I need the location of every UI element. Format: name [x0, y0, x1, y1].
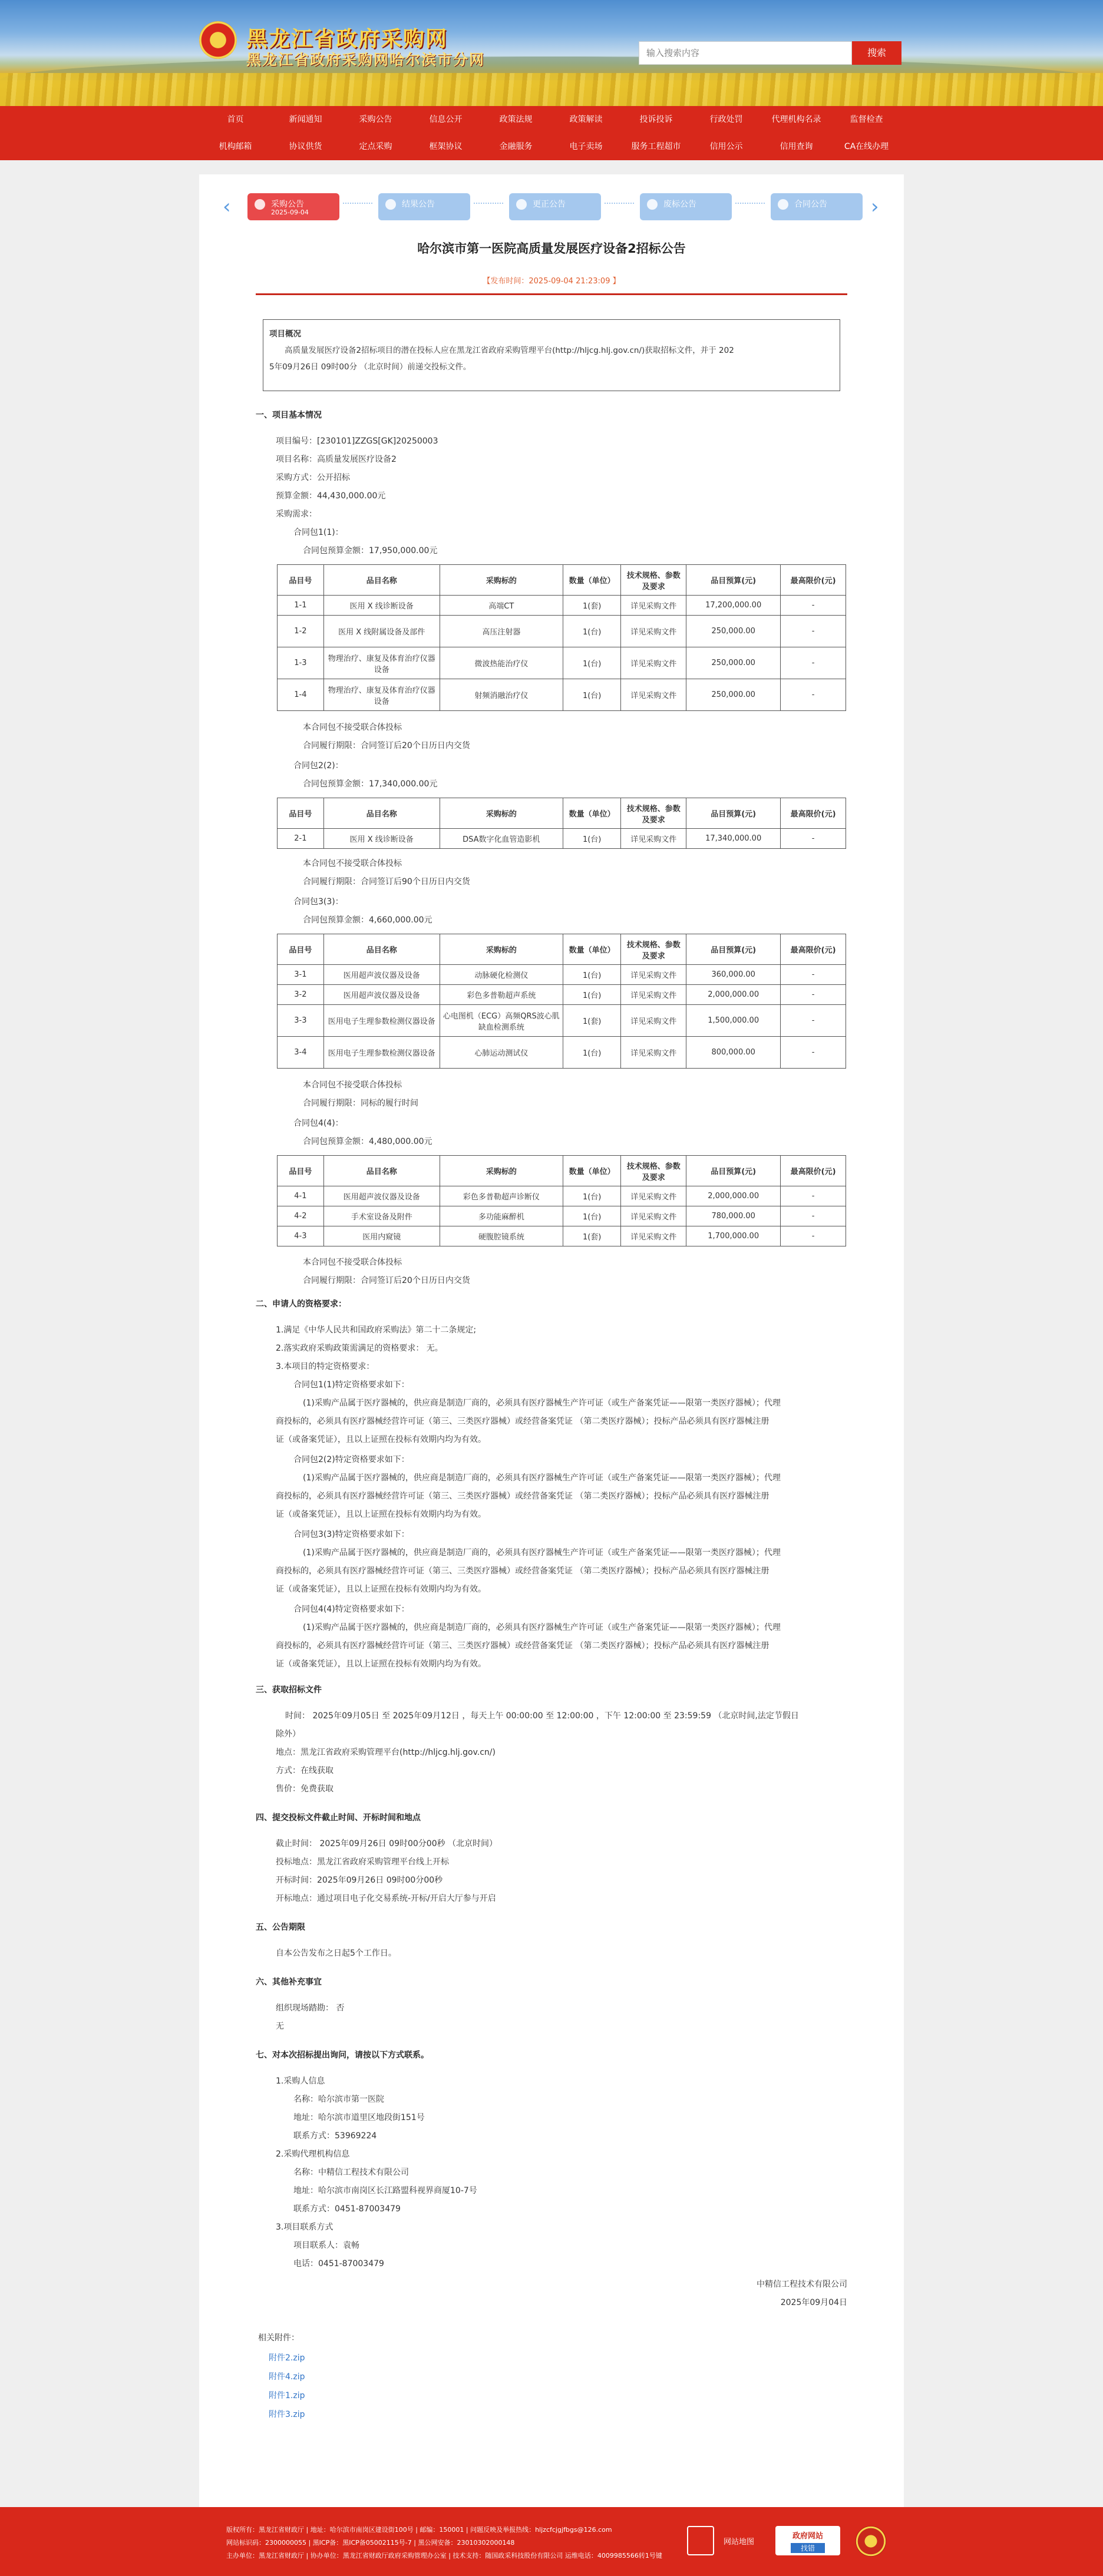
- get-docs-line: 地点：黑龙江省政府采购管理平台(http://hljcg.hlj.gov.cn/): [276, 1748, 496, 1757]
- national-emblem-icon: [199, 21, 237, 59]
- table-cell: 详见采购文件: [621, 1226, 686, 1246]
- table-cell: 详见采购文件: [621, 965, 686, 985]
- table-cell: 医用超声波仪器及设备: [323, 985, 440, 1005]
- overview-text-2: 5年09月26日 09时00分 （北京时间）前递交投标文件。: [269, 362, 471, 372]
- site-map-icon[interactable]: [687, 2526, 714, 2555]
- get-docs-time: 除外）: [276, 1730, 300, 1739]
- nav-item[interactable]: 信用查询: [780, 142, 813, 151]
- qualification-line: 1.满足《中华人民共和国政府采购法》第二十二条规定;: [276, 1325, 477, 1335]
- table-cell: 250,000.00: [686, 679, 781, 711]
- table-row: [278, 1206, 846, 1226]
- table-cell: 1(台): [563, 965, 620, 985]
- table-cell: 780,000.00: [686, 1206, 781, 1226]
- table-cell: 1-1: [278, 596, 324, 616]
- footer-registration: 网站标识码：2300000055 | 黑ICP备：黑ICP备05002115号-7 | 黑公网安备：23010302000148: [226, 2539, 515, 2547]
- contact-line: 名称：哈尔滨市第一医院: [293, 2095, 384, 2104]
- table-cell: -: [781, 829, 846, 849]
- contact-line: 联系方式：0451-87003479: [293, 2204, 401, 2214]
- qual-text: (1)采购产品属于医疗器械的，供应商是制造厂商的，必须具有医疗器械生产许可证（或生产备案凭证——限第一类医疗器械）；代理: [303, 1548, 781, 1557]
- table-header-cell: 品目预算(元): [686, 934, 781, 965]
- search-input[interactable]: [639, 41, 852, 65]
- table-header-cell: 品目号: [278, 934, 324, 965]
- notice-icon: [647, 199, 658, 210]
- get-docs-time: 时间： 2025年09月05日 至 2025年09月12日 ，每天上午 00:00:00 至 12:00:00 ，下午 12:00:00 至 23:59:59 （北京时间,法定节假日: [285, 1711, 799, 1721]
- table-header-cell: 品目名称: [323, 1156, 440, 1186]
- overview-title: 项目概况: [269, 329, 301, 339]
- table-cell: -: [781, 596, 846, 616]
- package-name: 合同包2(2)：: [293, 761, 344, 771]
- qual-text: 证（或备案凭证），且以上证照在投标有效期内均为有效。: [276, 1510, 486, 1519]
- qual-text: 证（或备案凭证），且以上证照在投标有效期内均为有效。: [276, 1585, 486, 1594]
- attachment-link[interactable]: 附件4.zip: [269, 2372, 305, 2382]
- table-cell: 医用 X 线诊断设备: [323, 596, 440, 616]
- gov-badge-sub: 找错: [791, 2543, 825, 2553]
- table-cell: 硬腹腔镜系统: [440, 1226, 563, 1246]
- table-cell: -: [781, 616, 846, 647]
- nav-item[interactable]: 政策法规: [499, 115, 533, 124]
- package-note: 本合同包不接受联合体投标: [303, 859, 402, 868]
- table-cell: 1(台): [563, 616, 620, 647]
- table-header-cell: 品目号: [278, 798, 324, 829]
- table-header-cell: 数量（单位）: [563, 565, 620, 596]
- basic-info-line: 项目编号：[230101]ZZGS[GK]20250003: [276, 437, 438, 446]
- nav-item[interactable]: 首页: [227, 115, 244, 124]
- gov-badge-text: 政府网站: [792, 2532, 823, 2541]
- tab-connector: [735, 203, 765, 204]
- section-basic-info: 一、项目基本情况: [256, 411, 322, 420]
- package-table: [277, 798, 846, 849]
- package-budget: 合同包预算金额：4,660,000.00元: [303, 915, 432, 925]
- table-cell: 360,000.00: [686, 965, 781, 985]
- nav-item[interactable]: 政策解读: [569, 115, 603, 124]
- tab-label: 合同公告: [794, 200, 827, 209]
- table-header-cell: 技术规格、参数及要求: [621, 798, 686, 829]
- nav-item[interactable]: 新闻通知: [289, 115, 322, 124]
- nav-item[interactable]: 金融服务: [499, 142, 533, 151]
- deadline-line: 投标地点：黑龙江省政府采购管理平台线上开标: [276, 1857, 449, 1867]
- table-header-cell: 技术规格、参数及要求: [621, 565, 686, 596]
- table-cell: -: [781, 985, 846, 1005]
- table-cell: 详见采购文件: [621, 1206, 686, 1226]
- contact-line: 地址：哈尔滨市道里区地段街151号: [293, 2113, 425, 2122]
- qual-text: (1)采购产品属于医疗器械的，供应商是制造厂商的，必须具有医疗器械生产许可证（或生产备案凭证——限第一类医疗器械）；代理: [303, 1623, 781, 1632]
- tab-contract-notice[interactable]: [771, 193, 863, 220]
- content-page: [199, 174, 904, 2508]
- sign-date: 2025年09月04日: [780, 2298, 847, 2307]
- nav-item[interactable]: 信用公示: [709, 142, 743, 151]
- tab-connector: [605, 203, 634, 204]
- package-budget: 合同包预算金额：17,950,000.00元: [303, 546, 438, 555]
- article-title: 哈尔滨市第一医院高质量发展医疗设备2招标公告: [417, 242, 686, 256]
- tab-correction-notice[interactable]: [509, 193, 601, 220]
- footer-copyright: 版权所有：黑龙江省财政厅 | 地址：哈尔滨市南岗区建设街100号 | 邮编：150001 | 问题反映及举报热线：hljzcfcjgjfbgs@126.com: [226, 2526, 612, 2534]
- table-cell: 详见采购文件: [621, 616, 686, 647]
- site-title: 黑龙江省政府采购网: [246, 27, 448, 51]
- tab-label: 废标公告: [663, 200, 696, 209]
- attachment-link[interactable]: 附件1.zip: [269, 2391, 305, 2400]
- table-header-cell: 品目预算(元): [686, 798, 781, 829]
- announcement-tabs: [223, 191, 880, 224]
- police-badge-icon[interactable]: [856, 2526, 886, 2557]
- qualification-line: 3.本项目的特定资格要求：: [276, 1362, 375, 1371]
- package-note: 本合同包不接受联合体投标: [303, 1080, 402, 1090]
- table-header-cell: 数量（单位）: [563, 934, 620, 965]
- table-cell: 250,000.00: [686, 616, 781, 647]
- table-cell: 详见采购文件: [621, 1186, 686, 1206]
- get-docs-line: 售价：免费获取: [276, 1784, 333, 1794]
- table-cell: 2,000,000.00: [686, 985, 781, 1005]
- table-cell: 1(台): [563, 985, 620, 1005]
- header-banner: [0, 0, 1103, 106]
- qual-package-name: 合同包1(1)特定资格要求如下：: [293, 1380, 410, 1390]
- nav-item[interactable]: 信息公开: [429, 115, 463, 124]
- basic-info-line: 项目名称：高质量发展医疗设备2: [276, 455, 397, 464]
- table-header-cell: 最高限价(元): [781, 798, 846, 829]
- package-note: 合同履行期限：同标的履行时间: [303, 1099, 418, 1108]
- table-cell: 手术室设备及附件: [323, 1206, 440, 1226]
- nav-item[interactable]: CA在线办理: [844, 142, 889, 151]
- table-cell: -: [781, 965, 846, 985]
- basic-info-line: 采购方式：公开招标: [276, 473, 350, 482]
- table-cell: DSA数字化血管造影机: [440, 829, 563, 849]
- table-cell: 1,500,000.00: [686, 1005, 781, 1037]
- deadline-line: 开标地点：通过项目电子化交易系统-开标/开启大厅参与开启: [276, 1894, 496, 1903]
- table-cell: 多功能麻醉机: [440, 1206, 563, 1226]
- nav-item[interactable]: 电子卖场: [569, 142, 603, 151]
- attachments-label: 相关附件：: [258, 2333, 299, 2343]
- table-cell: -: [781, 1226, 846, 1246]
- table-row: [278, 679, 846, 711]
- contact-line: 1.采购人信息: [276, 2076, 325, 2086]
- qual-package-name: 合同包4(4)特定资格要求如下：: [293, 1605, 410, 1614]
- package-name: 合同包1(1)：: [293, 528, 344, 537]
- tab-label: 采购公告: [271, 200, 304, 209]
- table-cell: -: [781, 1037, 846, 1069]
- chevron-left-icon[interactable]: ‹: [223, 195, 231, 219]
- table-header-cell: 最高限价(元): [781, 1156, 846, 1186]
- package-name: 合同包3(3)：: [293, 897, 344, 907]
- table-row: [278, 647, 846, 679]
- package-note: 本合同包不接受联合体投标: [303, 1258, 402, 1267]
- publish-time: 【发布时间：2025-09-04 21:23:09 】: [483, 277, 620, 286]
- section-other: 六、其他补充事宜: [256, 1978, 322, 1987]
- contact-line: 地址：哈尔滨市南岗区长江路盟科视界商厦10-7号: [293, 2186, 477, 2195]
- table-cell: 微波热能治疗仪: [440, 647, 563, 679]
- table-row: [278, 829, 846, 849]
- table-row: [278, 1226, 846, 1246]
- site-subtitle: 黑龙江省政府采购网哈尔滨市分网: [246, 51, 486, 68]
- table-cell: -: [781, 647, 846, 679]
- table-cell: 2-1: [278, 829, 324, 849]
- qual-text: 商投标的，必须具有医疗器械经营许可证（第三、三类医疗器械）或经营备案凭证 （第二类医疗器械）；投标产品必须具有医疗器械注册: [276, 1417, 770, 1426]
- package-note: 合同履行期限：合同签订后20个日历日内交货: [303, 1276, 470, 1285]
- table-cell: 射频消融治疗仪: [440, 679, 563, 711]
- table-cell: 详见采购文件: [621, 829, 686, 849]
- table-cell: 彩色多普勒超声系统: [440, 985, 563, 1005]
- table-cell: 详见采购文件: [621, 647, 686, 679]
- table-cell: 250,000.00: [686, 647, 781, 679]
- contact-line: 3.项目联系方式: [276, 2223, 333, 2232]
- table-cell: -: [781, 1206, 846, 1226]
- nav-item[interactable]: 行政处罚: [709, 115, 743, 124]
- table-header-cell: 品目名称: [323, 934, 440, 965]
- deadline-line: 截止时间： 2025年09月26日 09时00分00秒 （北京时间）: [276, 1839, 498, 1848]
- notice-icon: [255, 199, 265, 210]
- section-get-docs: 三、获取招标文件: [256, 1685, 322, 1695]
- nav-item[interactable]: 监督检查: [850, 115, 883, 124]
- table-cell: 3-3: [278, 1005, 324, 1037]
- search-button[interactable]: 搜索: [852, 41, 901, 65]
- package-note: 合同履行期限：合同签订后20个日历日内交货: [303, 741, 470, 750]
- table-cell: 高端CT: [440, 596, 563, 616]
- qual-text: 证（或备案凭证），且以上证照在投标有效期内均为有效。: [276, 1659, 486, 1669]
- table-cell: 2,000,000.00: [686, 1186, 781, 1206]
- contact-line: 电话：0451-87003479: [293, 2259, 384, 2269]
- banner-field: [0, 73, 1103, 106]
- notice-icon: [516, 199, 527, 210]
- table-cell: 医用内窥镜: [323, 1226, 440, 1246]
- package-note: 本合同包不接受联合体投标: [303, 723, 402, 732]
- main-nav: [0, 106, 1103, 160]
- deadline-line: 开标时间：2025年09月26日 09时00分00秒: [276, 1876, 443, 1885]
- table-header-cell: 最高限价(元): [781, 565, 846, 596]
- nav-item[interactable]: 采购公告: [359, 115, 392, 124]
- table-cell: 医用超声波仪器及设备: [323, 1186, 440, 1206]
- site-map-link[interactable]: 网站地图: [724, 2538, 755, 2547]
- table-cell: 详见采购文件: [621, 1037, 686, 1069]
- table-cell: 医用 X 线附属设备及部件: [323, 616, 440, 647]
- table-cell: 1(台): [563, 1186, 620, 1206]
- period-line: 自本公告发布之日起5个工作日。: [276, 1949, 397, 1958]
- table-header-cell: 数量（单位）: [563, 798, 620, 829]
- basic-info-line: 预算金额：44,430,000.00元: [276, 491, 386, 501]
- project-overview-box: [263, 319, 840, 391]
- table-header-cell: 采购标的: [440, 1156, 563, 1186]
- title-divider: [256, 293, 847, 295]
- qual-text: 商投标的，必须具有医疗器械经营许可证（第三、三类医疗器械）或经营备案凭证 （第二类医疗器械）；投标产品必须具有医疗器械注册: [276, 1641, 770, 1651]
- table-header-cell: 采购标的: [440, 798, 563, 829]
- table-cell: 详见采购文件: [621, 679, 686, 711]
- table-cell: 3-2: [278, 985, 324, 1005]
- gov-website-badge[interactable]: [775, 2526, 840, 2555]
- package-table: [277, 1155, 846, 1246]
- table-row: [278, 965, 846, 985]
- table-cell: 1(台): [563, 1037, 620, 1069]
- qual-text: 商投标的，必须具有医疗器械经营许可证（第三、三类医疗器械）或经营备案凭证 （第二类医疗器械）；投标产品必须具有医疗器械注册: [276, 1566, 770, 1576]
- nav-row-2: [200, 133, 901, 160]
- table-cell: 1(台): [563, 679, 620, 711]
- table-row: [278, 985, 846, 1005]
- nav-item[interactable]: 定点采购: [359, 142, 392, 151]
- table-header-cell: 品目号: [278, 1156, 324, 1186]
- section-period: 五、公告期限: [256, 1923, 305, 1932]
- overview-text-1: 高质量发展医疗设备2招标项目的潜在投标人应在黑龙江省政府采购管理平台(http://hljcg.hlj.gov.cn/)获取招标文件，并于 202: [285, 346, 734, 355]
- tab-connector: [343, 203, 372, 204]
- qual-text: (1)采购产品属于医疗器械的，供应商是制造厂商的，必须具有医疗器械生产许可证（或生产备案凭证——限第一类医疗器械）；代理: [303, 1398, 781, 1408]
- section-qualification: 二、申请人的资格要求：: [256, 1299, 346, 1309]
- contact-line: 名称：中精信工程技术有限公司: [293, 2168, 409, 2177]
- table-header-cell: 品目预算(元): [686, 565, 781, 596]
- other-line: 无: [276, 2022, 284, 2031]
- table-cell: 心肺运动测试仪: [440, 1037, 563, 1069]
- tab-label: 结果公告: [402, 200, 435, 209]
- attachment-link[interactable]: 附件2.zip: [269, 2353, 305, 2363]
- nav-item[interactable]: 代理机构名录: [771, 115, 821, 124]
- package-name: 合同包4(4)：: [293, 1119, 344, 1128]
- table-header-cell: 技术规格、参数及要求: [621, 1156, 686, 1186]
- nav-item[interactable]: 机构邮箱: [219, 142, 252, 151]
- table-cell: 医用电子生理参数检测仪器设备: [323, 1037, 440, 1069]
- footer-organizer: 主办单位：黑龙江省财政厅 | 协办单位：黑龙江省财政厅政府采购管理办公室 | 技术支持：随国政采科技股份有限公司 运维电话：4009985566转1号键: [226, 2552, 662, 2560]
- package-budget: 合同包预算金额：17,340,000.00元: [303, 779, 438, 789]
- table-cell: 4-3: [278, 1226, 324, 1246]
- package-budget: 合同包预算金额：4,480,000.00元: [303, 1137, 432, 1146]
- attachment-link[interactable]: 附件3.zip: [269, 2410, 305, 2419]
- table-cell: 1-2: [278, 616, 324, 647]
- tab-label: 更正公告: [533, 200, 566, 209]
- table-cell: 详见采购文件: [621, 596, 686, 616]
- table-cell: 物理治疗、康复及体育治疗仪器设备: [323, 647, 440, 679]
- package-table: [277, 564, 846, 711]
- table-cell: 动脉硬化检测仪: [440, 965, 563, 985]
- other-line: 组织现场踏勘： 否: [276, 2003, 345, 2013]
- notice-icon: [385, 199, 396, 210]
- qual-package-name: 合同包2(2)特定资格要求如下：: [293, 1455, 410, 1464]
- table-cell: 1(套): [563, 1005, 620, 1037]
- table-header-cell: 最高限价(元): [781, 934, 846, 965]
- table-row: [278, 616, 846, 647]
- table-cell: 17,340,000.00: [686, 829, 781, 849]
- table-header-cell: 品目预算(元): [686, 1156, 781, 1186]
- table-cell: 4-1: [278, 1186, 324, 1206]
- table-cell: 详见采购文件: [621, 985, 686, 1005]
- table-cell: 3-4: [278, 1037, 324, 1069]
- table-cell: 1(套): [563, 596, 620, 616]
- site-footer: [0, 2507, 1103, 2576]
- table-header-cell: 技术规格、参数及要求: [621, 934, 686, 965]
- table-header-cell: 采购标的: [440, 565, 563, 596]
- tab-result-notice[interactable]: [378, 193, 470, 220]
- nav-item[interactable]: 协议供货: [289, 142, 322, 151]
- table-cell: 1(台): [563, 1206, 620, 1226]
- table-cell: 1-3: [278, 647, 324, 679]
- package-note: 合同履行期限：合同签订后90个日历日内交货: [303, 877, 470, 887]
- table-header-cell: 采购标的: [440, 934, 563, 965]
- table-cell: 1(台): [563, 647, 620, 679]
- table-row: [278, 1037, 846, 1069]
- table-header-cell: 数量（单位）: [563, 1156, 620, 1186]
- table-cell: 医用超声波仪器及设备: [323, 965, 440, 985]
- table-cell: 1,700,000.00: [686, 1226, 781, 1246]
- table-cell: 3-1: [278, 965, 324, 985]
- table-row: [278, 1005, 846, 1037]
- table-cell: 17,200,000.00: [686, 596, 781, 616]
- tab-connector: [474, 203, 503, 204]
- table-row: [278, 596, 846, 616]
- table-cell: 1(套): [563, 1226, 620, 1246]
- table-cell: 4-2: [278, 1206, 324, 1226]
- contact-line: 2.采购代理机构信息: [276, 2150, 350, 2159]
- nav-item[interactable]: 框架协议: [429, 142, 463, 151]
- table-cell: 医用 X 线诊断设备: [323, 829, 440, 849]
- table-cell: -: [781, 1005, 846, 1037]
- contact-line: 联系方式：53969224: [293, 2131, 377, 2141]
- table-cell: 800,000.00: [686, 1037, 781, 1069]
- nav-item[interactable]: 服务工程超市: [631, 142, 681, 151]
- notice-icon: [778, 199, 788, 210]
- section-contact: 七、对本次招标提出询问，请按以下方式联系。: [256, 2051, 429, 2060]
- table-cell: 1-4: [278, 679, 324, 711]
- table-header-cell: 品目号: [278, 565, 324, 596]
- table-cell: -: [781, 679, 846, 711]
- nav-row-1: [200, 106, 901, 133]
- table-cell: 物理治疗、康复及体育治疗仪器设备: [323, 679, 440, 711]
- table-cell: 彩色多普勒超声诊断仪: [440, 1186, 563, 1206]
- chevron-right-icon[interactable]: ›: [871, 195, 879, 219]
- qual-package-name: 合同包3(3)特定资格要求如下：: [293, 1530, 410, 1539]
- table-cell: 医用电子生理参数检测仪器设备: [323, 1005, 440, 1037]
- qualification-line: 2.落实政府采购政策需满足的资格要求： 无。: [276, 1344, 443, 1353]
- table-row: [278, 1186, 846, 1206]
- signer-name: 中精信工程技术有限公司: [757, 2280, 847, 2289]
- table-cell: -: [781, 1186, 846, 1206]
- section-deadline: 四、提交投标文件截止时间、开标时间和地点: [256, 1813, 421, 1823]
- table-cell: 详见采购文件: [621, 1005, 686, 1037]
- qual-text: 商投标的，必须具有医疗器械经营许可证（第三、三类医疗器械）或经营备案凭证 （第二类医疗器械）；投标产品必须具有医疗器械注册: [276, 1492, 770, 1501]
- table-cell: 心电图机（ECG）高频QRS波心肌缺血检测系统: [440, 1005, 563, 1037]
- tab-cancel-notice[interactable]: [640, 193, 732, 220]
- nav-item[interactable]: 投诉投诉: [639, 115, 673, 124]
- table-header-cell: 品目名称: [323, 565, 440, 596]
- tab-date: 2025-09-04: [271, 209, 309, 216]
- qual-text: 证（或备案凭证），且以上证照在投标有效期内均为有效。: [276, 1435, 486, 1444]
- tab-purchase-notice[interactable]: [247, 193, 339, 220]
- table-cell: 高压注射器: [440, 616, 563, 647]
- get-docs-line: 方式：在线获取: [276, 1766, 333, 1775]
- package-table: [277, 934, 846, 1069]
- basic-info-line: 采购需求：: [276, 510, 317, 519]
- table-header-cell: 品目名称: [323, 798, 440, 829]
- table-cell: 1(台): [563, 829, 620, 849]
- qual-text: (1)采购产品属于医疗器械的，供应商是制造厂商的，必须具有医疗器械生产许可证（或生产备案凭证——限第一类医疗器械）；代理: [303, 1473, 781, 1483]
- contact-line: 项目联系人：袁畅: [293, 2241, 359, 2250]
